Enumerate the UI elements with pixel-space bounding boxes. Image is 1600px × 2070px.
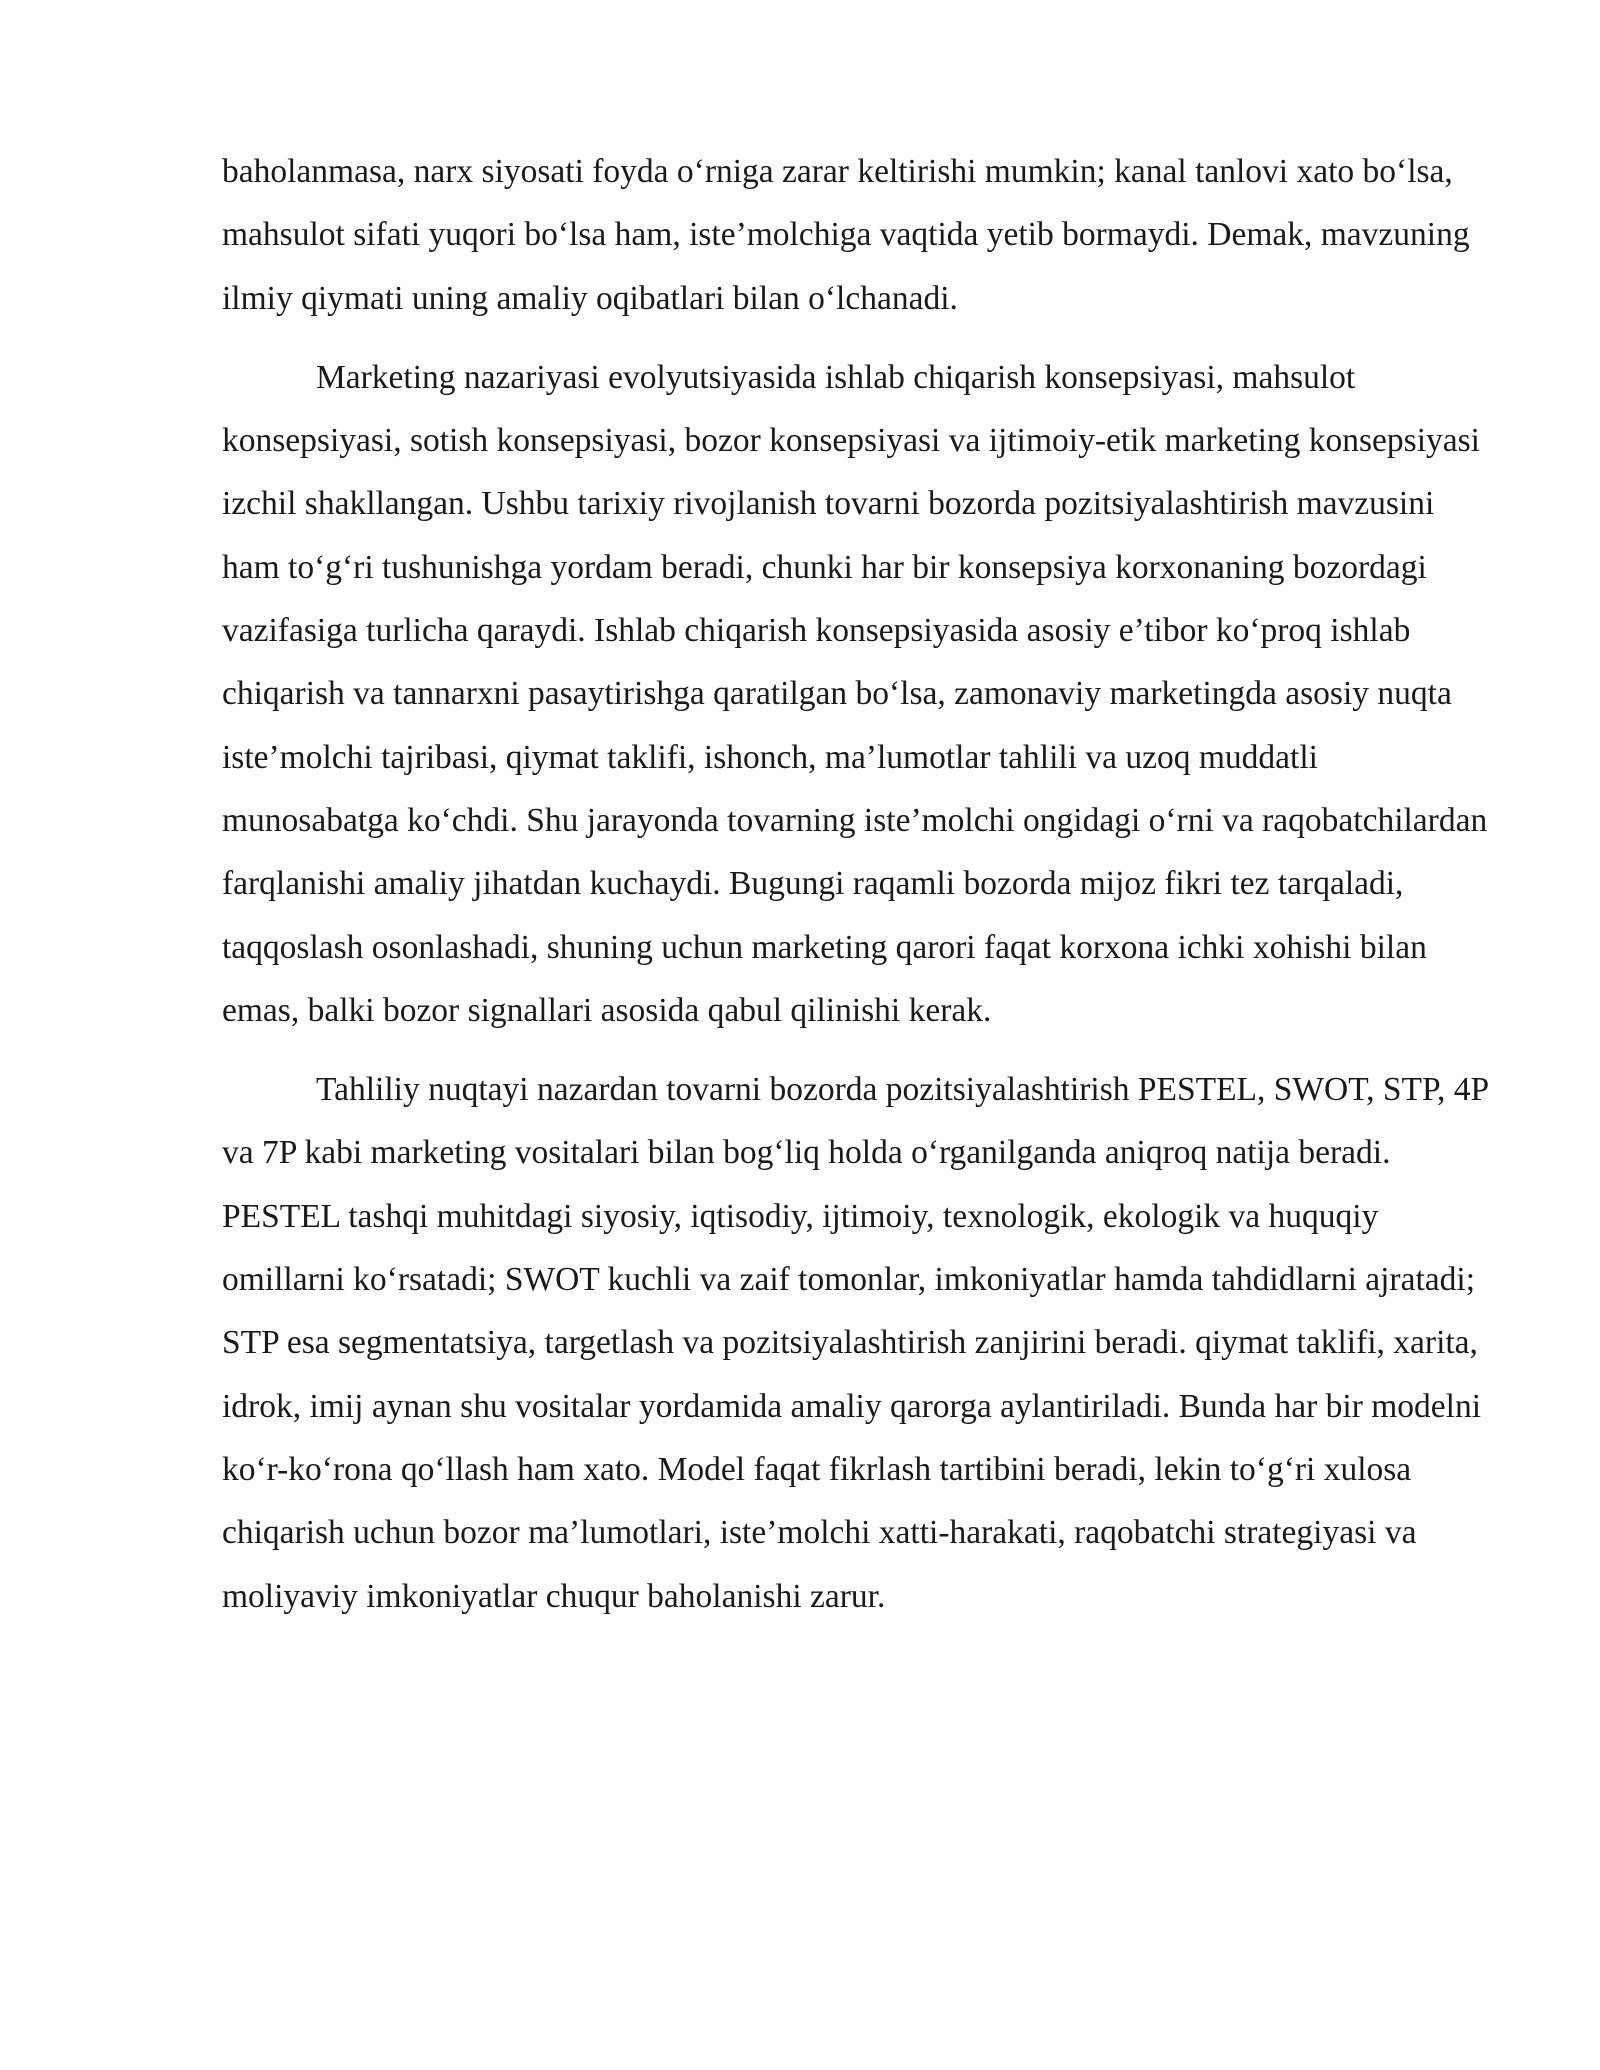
paragraph-3: Tahliliy nuqtayi nazardan tovarni bozorda pozitsiyalashtirish PESTEL, SWOT, STP, 4P va 7P kabi marketing vositalari bilan bog‘liq holda o‘rganilganda aniqroq natija beradi. PESTEL tashqi muhitdagi siyosiy, iqtisodiy, ijtimoiy, texnologik, ekologik va huquqiy omillarni ko‘rsatadi; SWOT kuchli va zaif tomonlar, imkoniyatlar hamda tahdidlarni ajratadi; STP esa segmentatsiya, targetlash va pozitsiyalashtirish zanjirini beradi. qiymat taklifi, xarita, idrok, imij aynan shu vositalar yordamida amaliy qarorga aylantiriladi. Bunda har bir modelni ko‘r-ko‘rona qo‘llash ham xato. Model faqat fikrlash tartibini beradi, lekin to‘g‘ri xulosa chiqarish uchun bozor ma’lumotlari, iste’molchi xatti-harakati, raqobatchi strategiyasi va moliyaviy imkoniyatlar chuqur baholanishi zarur. [222,1071,1488,1615]
paragraph-2: Marketing nazariyasi evolyutsiyasida ishlab chiqarish konsepsiyasi, mahsulot konsepsiyasi, sotish konsepsiyasi, bozor konsepsiyasi va ijtimoiy-etik marketing konsepsiyasi izchil shakllangan. Ushbu tarixiy rivojlanish tovarni bozorda pozitsiyalashtirish mavzusini ham to‘g‘ri tushunishga yordam beradi, chunki har bir konsepsiya korxonaning bozordagi vazifasiga turlicha qaraydi. Ishlab chiqarish konsepsiyasida asosiy e’tibor ko‘proq ishlab chiqarish va tannarxni pasaytirishga qaratilgan bo‘lsa, zamonaviy marketingda asosiy nuqta iste’molchi tajribasi, qiymat taklifi, ishonch, ma’lumotlar tahlili va uzoq muddatli munosabatga ko‘chdi. Shu jarayonda tovarning iste’molchi ongidagi o‘rni va raqobatchilardan farqlanishi amaliy jihatdan kuchaydi. Bugungi raqamli bozorda mijoz fikri tez tarqaladi, taqqoslash osonlashadi, shuning uchun marketing qarori faqat korxona ichki xohishi bilan emas, balki bozor signallari asosida qabul qilinishi kerak. [222,358,1488,1029]
paragraph-1: baholanmasa, narx siyosati foyda o‘rniga zarar keltirishi mumkin; kanal tanlovi xato bo‘lsa, mahsulot sifati yuqori bo‘lsa ham, iste’molchiga vaqtida yetib bormaydi. Demak, mavzuning ilmiy qiymati uning amaliy oqibatlari bilan o‘lchanadi. [222,153,1470,317]
document-body [222,140,1490,1644]
